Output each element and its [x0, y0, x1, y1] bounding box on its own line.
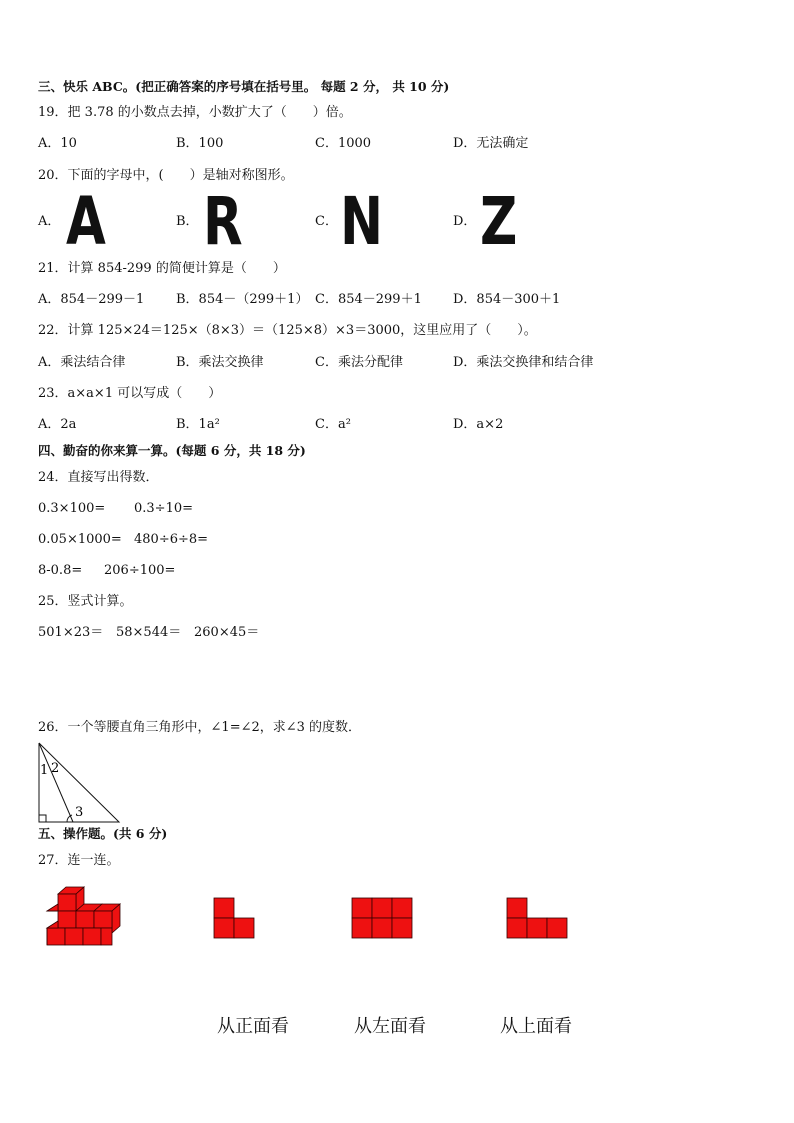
- view-shape-l-small: [213, 897, 255, 939]
- letter-n-figure: N: [340, 183, 384, 260]
- q25-stem: 25．竖式计算。: [38, 594, 133, 609]
- q23-option-b: B．1a²: [176, 417, 220, 432]
- view-label-left: 从左面看: [354, 1016, 426, 1037]
- q22-option-a: A．乘法结合律: [38, 355, 126, 370]
- triangle-figure: [34, 740, 134, 824]
- q22-option-c: C．乘法分配律: [315, 355, 403, 370]
- angle-1-label: 1: [40, 763, 49, 778]
- q22-stem: 22．计算 125×24＝125×（8×3）＝（125×8）×3＝3000，这里应用了（ ）。: [38, 323, 537, 338]
- angle-3-label: 3: [75, 805, 84, 820]
- q26-stem: 26．一个等腰直角三角形中，∠1=∠2，求∠3 的度数．: [38, 720, 362, 735]
- q20-option-b: B．: [176, 214, 199, 229]
- q27-stem: 27．连一连。: [38, 853, 120, 868]
- q24-item: 0.05×1000=: [38, 532, 122, 547]
- q24-item: 8-0.8=: [38, 563, 83, 578]
- q19-option-d: D．无法确定: [453, 136, 529, 151]
- q20-option-a: A．: [38, 214, 61, 229]
- q20-option-d: D．: [453, 214, 477, 229]
- q19-option-a: A．10: [38, 136, 77, 151]
- q24-item: 0.3÷10=: [134, 501, 194, 516]
- q22-option-d: D．乘法交换律和结合律: [453, 355, 594, 370]
- section5-header: 五、操作题。(共 6 分): [38, 826, 168, 841]
- section3-header: 三、快乐 ABC。(把正确答案的序号填在括号里。 每题 2 分， 共 10 分): [38, 79, 450, 94]
- q24-stem: 24．直接写出得数．: [38, 470, 159, 485]
- q22-option-b: B．乘法交换律: [176, 355, 264, 370]
- q20-option-c: C．: [315, 214, 338, 229]
- view-label-front: 从正面看: [217, 1016, 289, 1037]
- q21-option-a: A．854－299－1: [38, 292, 145, 307]
- q21-stem: 21．计算 854-299 的简便计算是（ ）: [38, 261, 286, 276]
- cube-stack-3d-figure: [44, 884, 134, 948]
- q19-option-c: C．1000: [315, 136, 372, 151]
- letter-r-figure: R: [203, 183, 243, 260]
- letter-z-figure: Z: [480, 183, 518, 260]
- q23-option-d: D．a×2: [453, 417, 504, 432]
- q21-option-d: D．854－300＋1: [453, 292, 561, 307]
- q25-item: 58×544＝: [116, 625, 182, 640]
- q21-option-b: B．854－（299＋1）: [176, 292, 309, 307]
- view-shape-rectangle: [351, 897, 413, 939]
- section4-header: 四、勤奋的你来算一算。(每题 6 分，共 18 分): [38, 443, 306, 458]
- q24-item: 0.3×100=: [38, 501, 106, 516]
- q25-item: 501×23＝: [38, 625, 104, 640]
- q19-stem: 19．把 3.78 的小数点去掉，小数扩大了（ ）倍。: [38, 105, 352, 120]
- view-label-top: 从上面看: [500, 1016, 572, 1037]
- q23-option-c: C．a²: [315, 417, 351, 432]
- q25-item: 260×45＝: [194, 625, 260, 640]
- q23-stem: 23．a×a×1 可以写成（ ）: [38, 386, 222, 401]
- q23-option-a: A．2a: [38, 417, 77, 432]
- q21-option-c: C．854－299＋1: [315, 292, 422, 307]
- q24-item: 206÷100=: [104, 563, 176, 578]
- q20-stem: 20．下面的字母中，( ）是轴对称图形。: [38, 168, 294, 183]
- letter-a-figure: A: [66, 183, 106, 260]
- angle-2-label: 2: [51, 761, 60, 776]
- q19-option-b: B．100: [176, 136, 224, 151]
- q24-item: 480÷6÷8=: [134, 532, 209, 547]
- view-shape-l-wide: [506, 897, 568, 939]
